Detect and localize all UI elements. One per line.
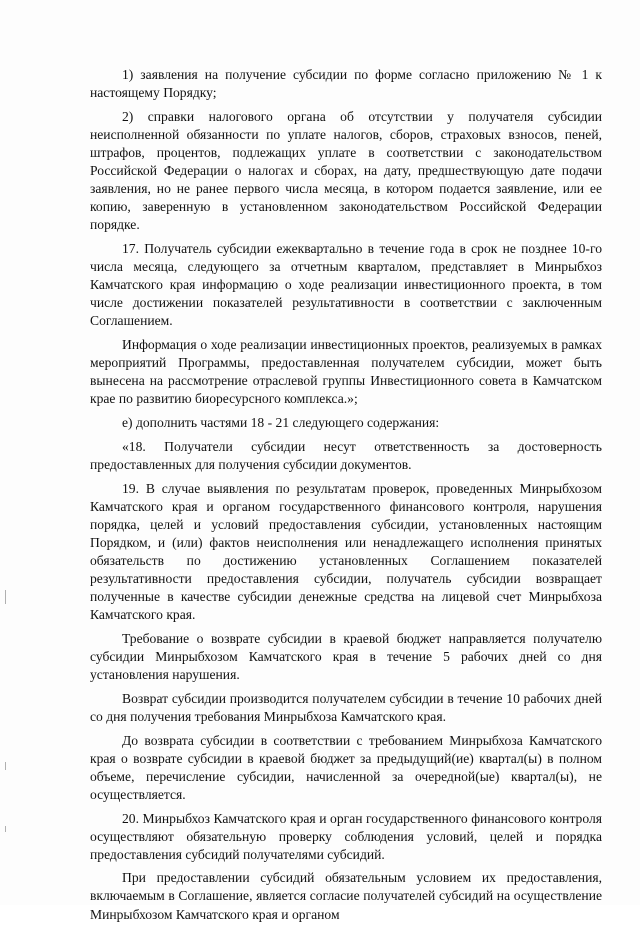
paragraph-project-info: Информация о ходе реализации инвестиционных проектов, реализуемых в рамках мероприятий Программы, предоставленная получателем субсидии, может быть вынесена на рассмотрение отраслевой группы Инвестиционного совета в Камчатском крае по развитию биоресурсного комплекса.»; xyxy=(90,337,602,407)
paragraph-refund-condition: До возврата субсидии в соответствии с требованием Минрыбхоза Камчатского края о возврате субсидии в краевой бюджет за предыдущий(ие) квартал(ы) в полном объеме, перечисление субсидии, начисленной за очередной(ые) квартал(ы), не осуществляется. xyxy=(90,732,602,802)
paragraph-clause-18: «18. Получатели субсидии несут ответственность за достоверность предоставленных для получения субсидии документов. xyxy=(90,438,602,472)
paragraph-item-1: 1) заявления на получение субсидии по форме согласно приложению № 1 к настоящему Порядку; xyxy=(90,67,602,101)
paragraph-clause-19: 19. В случае выявления по результатам проверок, проведенных Минрыбхозом Камчатского края и органом государственного финансового контроля, нарушения порядка, целей и условий предоставления субсидии, установленных настоящим Порядком, и (или) фактов неисполнения или ненадлежащего исполнения принятых обязательств по достижению установленных Соглашением показателей результативности предоставления субсидии, получатель субсидии возвращает полученные в качестве субсидии денежные средства на лицевой счет Минрыбхоза Камчатского края. xyxy=(90,480,602,623)
document-body xyxy=(90,66,602,929)
scan-margin-mark xyxy=(5,762,6,770)
scan-margin-mark xyxy=(5,826,6,832)
scan-margin-mark xyxy=(5,590,6,604)
paragraph-clause-17: 17. Получатель субсидии ежеквартально в течение года в срок не позднее 10-го числа месяца, следующего за отчетным кварталом, представляет в Минрыбхоз Камчатского края информацию о ходе реализации инвестиционного проекта, в том числе достижении показателей результативности в соответствии с заключенным Соглашением. xyxy=(90,241,602,329)
paragraph-clause-20: 20. Минрыбхоз Камчатского края и орган государственного финансового контроля осуществляют обязательную проверку соблюдения условий, целей и порядка предоставления субсидий получателями субсидий. xyxy=(90,810,602,862)
paragraph-item-2: 2) справки налогового органа об отсутствии у получателя субсидии неисполненной обязанности по уплате налогов, сборов, страховых взносов, пеней, штрафов, процентов, подлежащих уплате в соответствии с законодательством Российской Федерации о налогах и сборах, на дату, предшествующую дате подачи заявления, но не ранее первого числа месяца, в котором подается заявление, или ее копию, заверенную в установленном законодательством Российской Федерации порядке. xyxy=(90,108,602,233)
paragraph-amendment-e: е) дополнить частями 18 - 21 следующего содержания: xyxy=(122,415,440,431)
paragraph-refund-term: Возврат субсидии производится получателем субсидии в течение 10 рабочих дней со дня получения требования Минрыбхоза Камчатского края. xyxy=(90,690,602,724)
paragraph-refund-request: Требование о возврате субсидии в краевой бюджет направляется получателю субсидии Минрыбхозом Камчатского края в течение 5 рабочих дней со дня установления нарушения. xyxy=(90,630,602,683)
paragraph-agreement-condition: При предоставлении субсидий обязательным условием их предоставления, включаемым в Соглашение, является согласие получателей субсидий на осуществление Минрыбхозом Камчатского края и органом xyxy=(90,870,602,922)
